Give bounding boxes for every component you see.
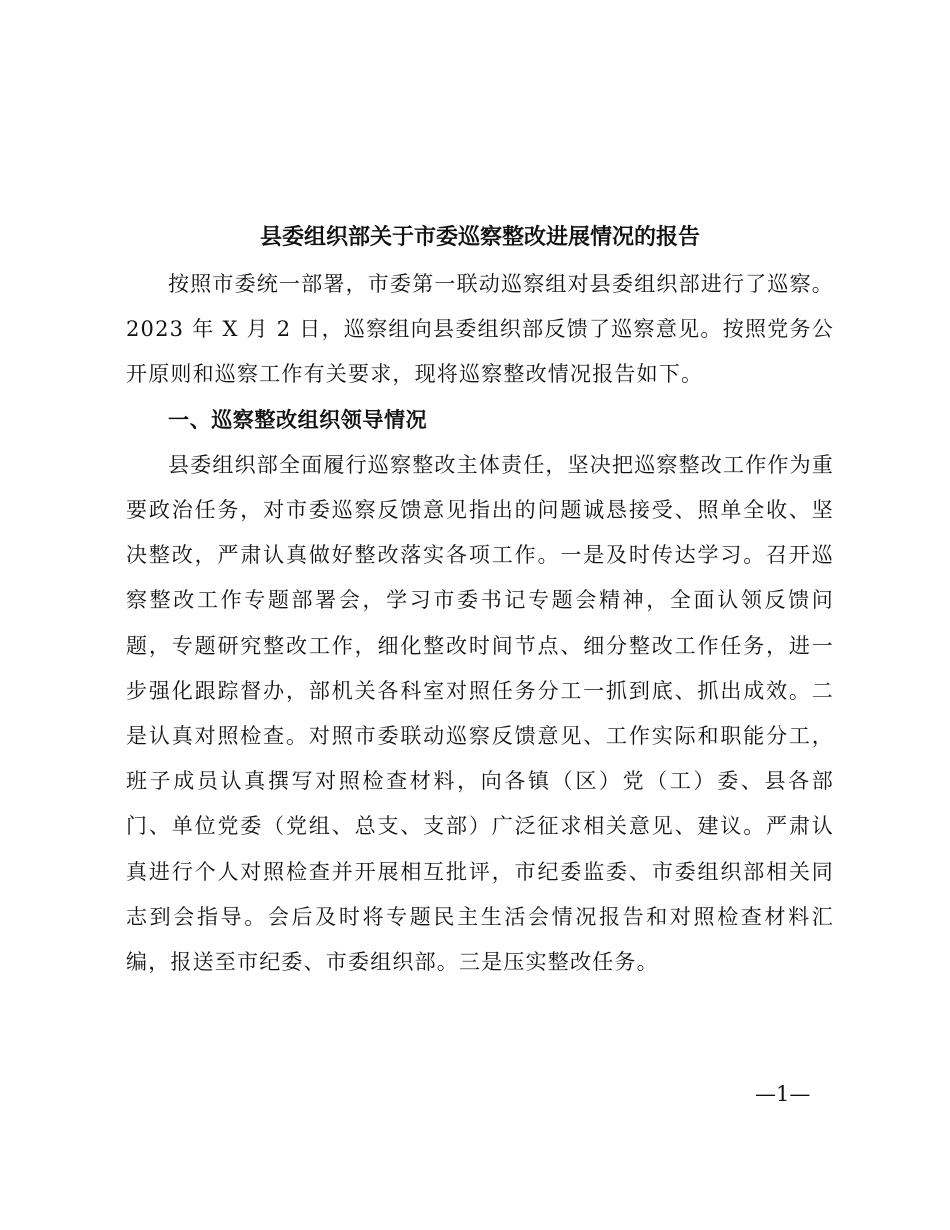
document-body	[126, 262, 834, 985]
section-1-paragraph: 县委组织部全面履行巡察整改主体责任，坚决把巡察整改工作作为重要政治任务，对市委巡察反馈意见指出的问题诚恳接受、照单全收、坚决整改，严肃认真做好整改落实各项工作。一是及时传达学习。召开巡察整改工作专题部署会，学习市委书记专题会精神，全面认领反馈问题，专题研究整改工作，细化整改时间节点、细分整改工作任务，进一步强化跟踪督办，部机关各科室对照任务分工一抓到底、抓出成效。二是认真对照检查。对照市委联动巡察反馈意见、工作实际和职能分工，班子成员认真撰写对照检查材料，向各镇（区）党（工）委、县各部门、单位党委（党组、总支、支部）广泛征求相关意见、建议。严肃认真进行个人对照检查并开展相互批评，市纪委监委、市委组织部相关同志到会指导。会后及时将专题民主生活会情况报告和对照检查材料汇编，报送至市纪委、市委组织部。三是压实整改任务。	[126, 452, 834, 975]
intro-paragraph: 按照市委统一部署，市委第一联动巡察组对县委组织部进行了巡察。2023 年 X 月 2 日，巡察组向县委组织部反馈了巡察意见。按照党务公开原则和巡察工作有关要求，现将巡察整改情况报告如下。	[126, 272, 834, 387]
section-heading-1: 一、巡察整改组织领导情况	[168, 407, 428, 432]
document-title: 县委组织部关于市委巡察整改进展情况的报告	[259, 224, 700, 250]
page-number: —1—	[755, 1082, 811, 1106]
